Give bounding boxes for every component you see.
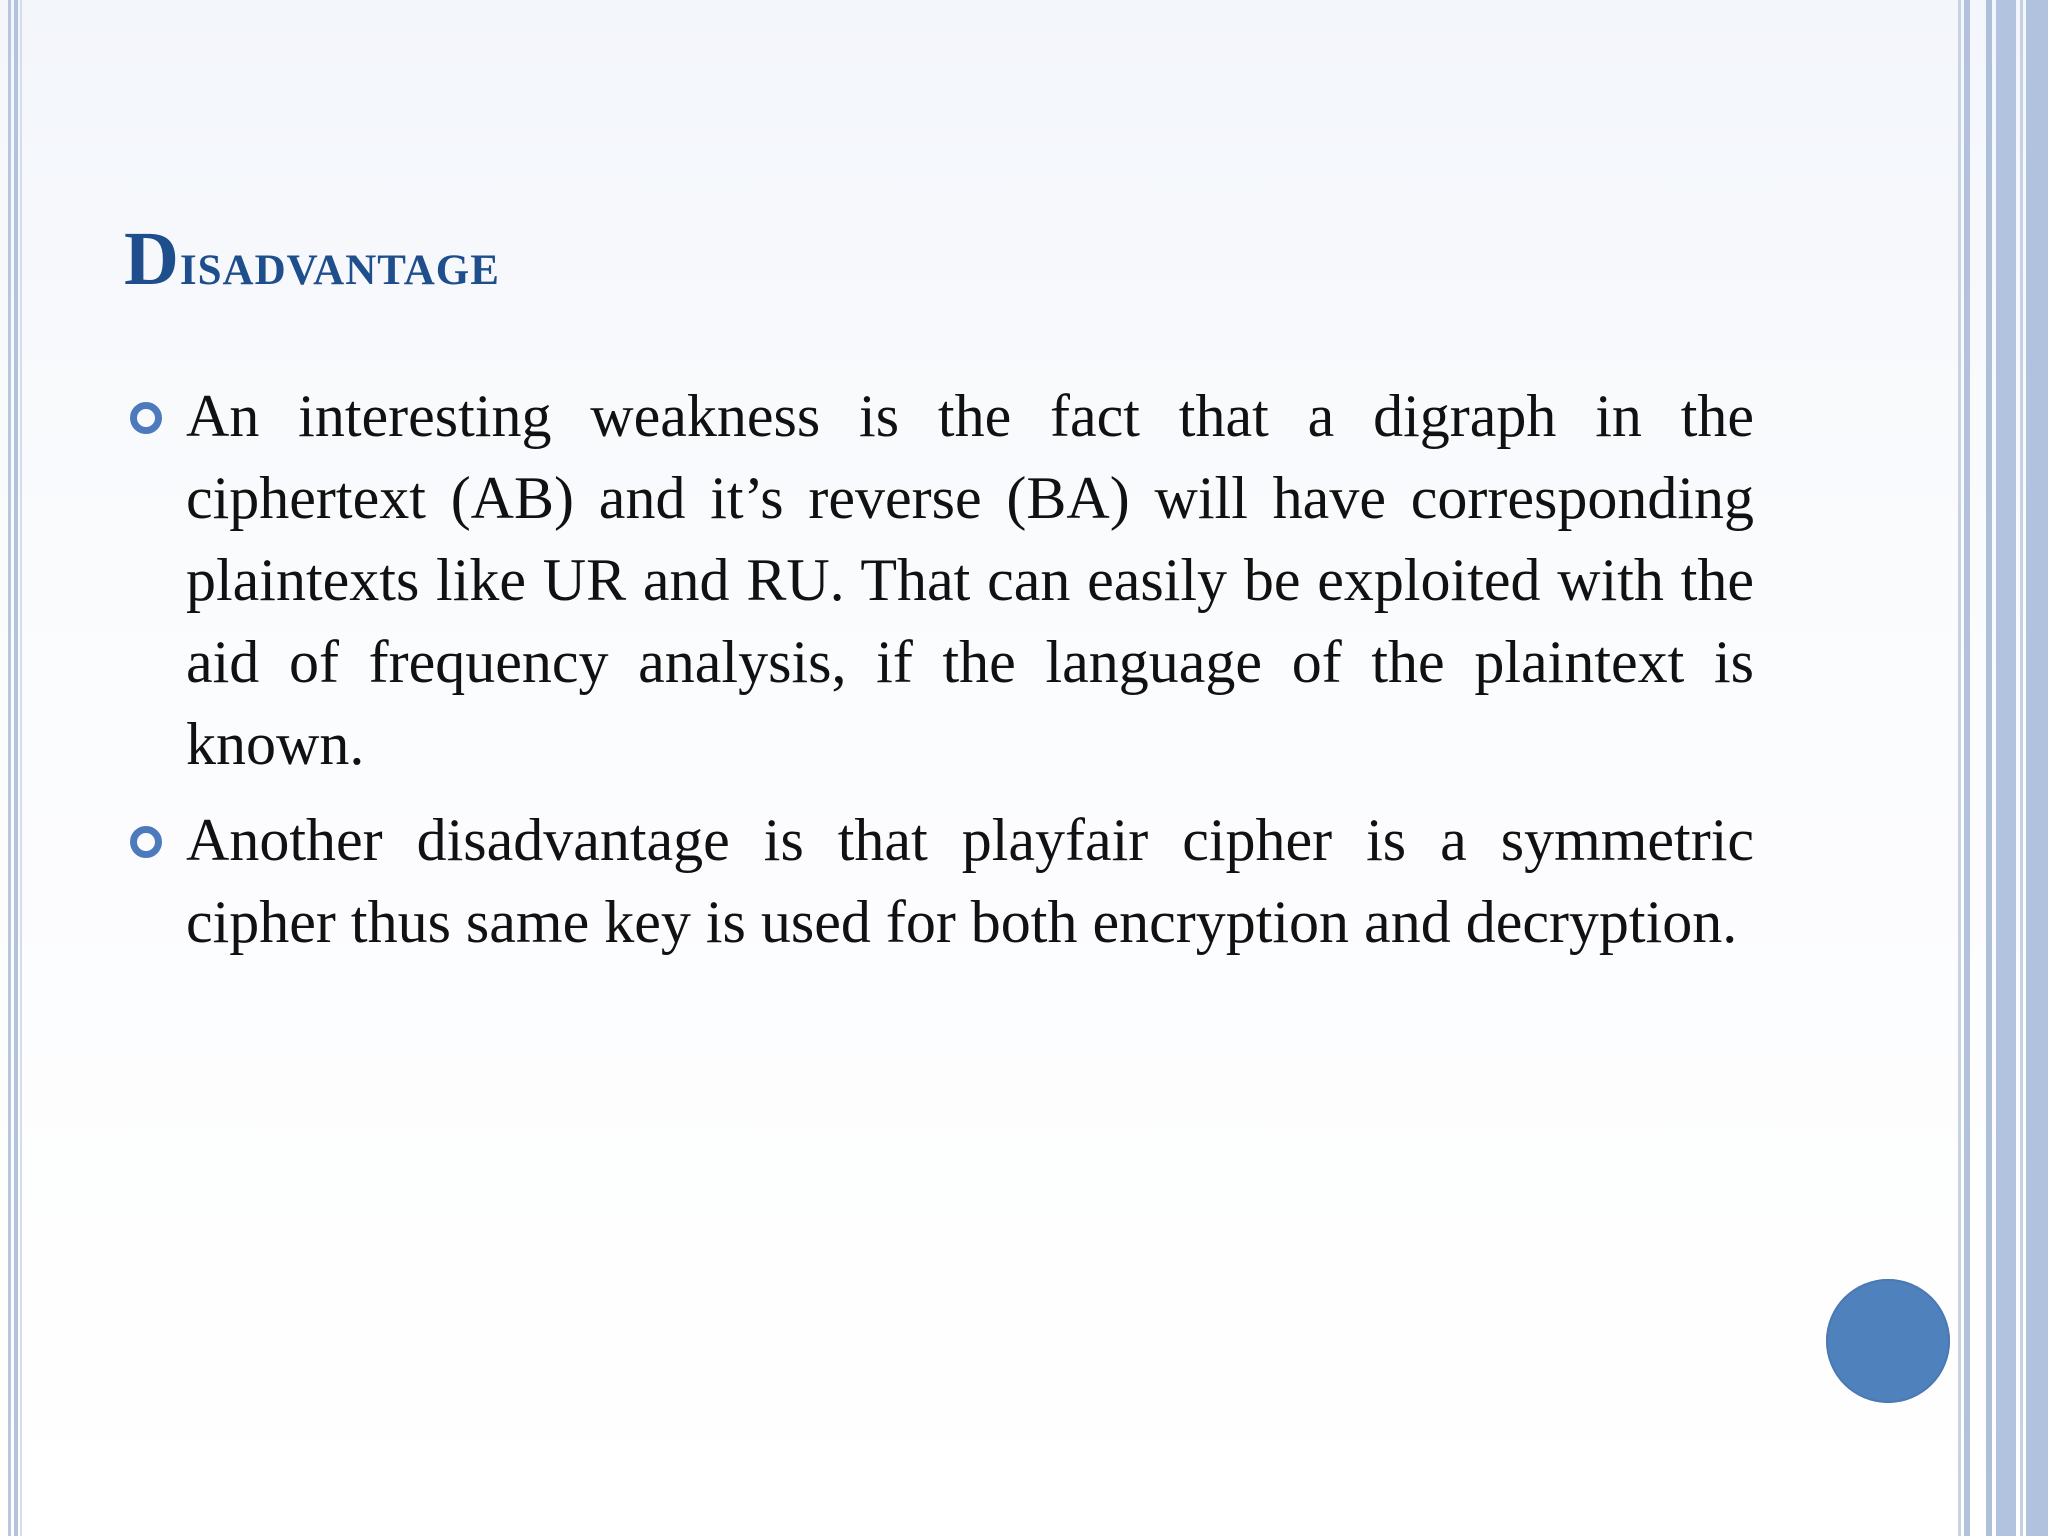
left-border-decoration — [0, 0, 26, 1536]
bullet-item — [124, 799, 1754, 963]
right-border-bar — [1986, 0, 1992, 1536]
bullet-list — [124, 375, 1754, 977]
filled-circle-icon — [1826, 1279, 1950, 1403]
slide-title-initial: D — [124, 217, 180, 301]
right-border-bar — [2026, 0, 2048, 1536]
left-border-line — [20, 0, 22, 1536]
right-border-bar — [1996, 0, 2016, 1536]
right-border-bar — [1958, 0, 1961, 1536]
left-border-line — [14, 0, 18, 1536]
slide-title — [124, 218, 500, 302]
slide-title-rest: isadvantage — [179, 230, 500, 298]
hollow-circle-bullet-icon — [130, 826, 162, 858]
bullet-text: Another disadvantage is that playfair cipher is a symmetric cipher thus same key is used for both encryption and decryption. — [186, 807, 1754, 955]
bullet-item — [124, 375, 1754, 785]
right-border-bar — [1964, 0, 1970, 1536]
right-border-decoration — [1958, 0, 2048, 1536]
hollow-circle-bullet-icon — [130, 402, 162, 434]
right-border-bar — [2020, 0, 2023, 1536]
bullet-text: An interesting weakness is the fact that a digraph in the ciphertext (AB) and it’s reverse (BA) will have corresponding plaintexts like UR and RU. That can easily be exploited with the aid of frequency analysis, if the language of the plaintext is known. — [186, 383, 1754, 777]
left-border-line — [8, 0, 11, 1536]
